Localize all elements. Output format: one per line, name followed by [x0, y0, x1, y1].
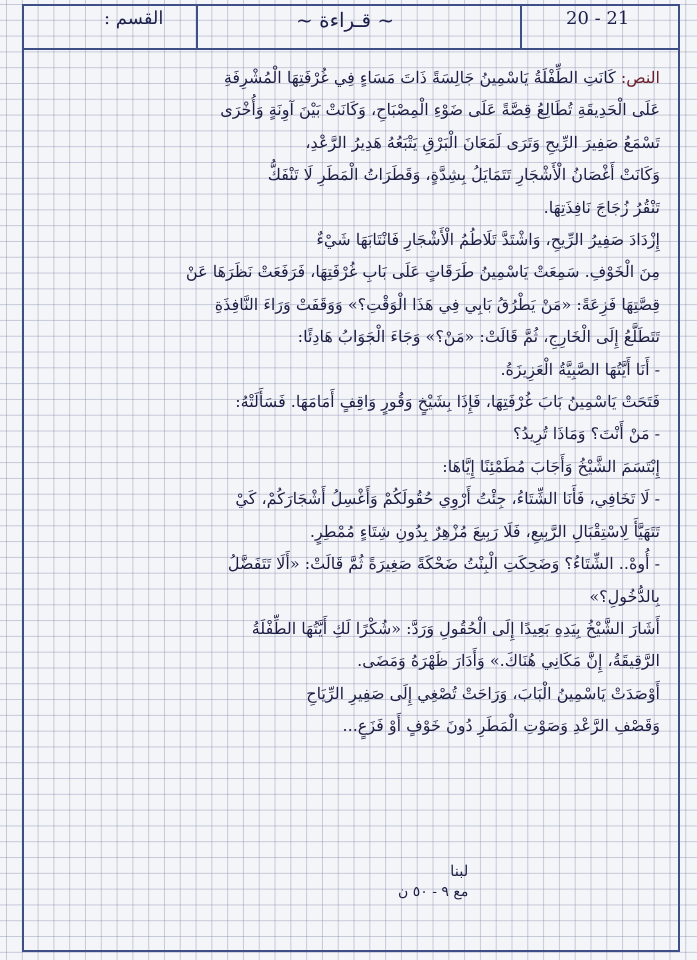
paragraph — [40, 224, 660, 386]
passage-text — [40, 62, 660, 743]
text-line: قِصَّتِهَا فَزِعَةً: «مَنْ يَطْرُقُ بَابِي فِي هَذَا الْوَقْتِ؟» وَوَقَفَتْ وَرَاءَ النَّافِذَةِ — [214, 294, 660, 314]
paragraph — [40, 678, 660, 743]
text-line: الرَّقِيقَةُ، إِنَّ مَكَانِي هُنَاكَ.» وَأَدَارَ ظَهْرَهُ وَمَضَى. — [357, 651, 660, 671]
text-line: - أُوهْ.. الشِّتَاءُ؟ وَضَحِكَتِ الْبِنْتُ ضَحْكَةً صَغِيرَةً ثُمَّ قَالَتْ: «أَلَا تَتَفَضَّلُ — [227, 554, 660, 574]
signature-note: مع ٩ - ٥٠ ن — [398, 884, 469, 900]
header-separator-left — [196, 4, 198, 50]
section-label: القسم : — [104, 8, 164, 29]
text-line: مِنَ الْخَوْفِ. سَمِعَتْ يَاسْمِينُ طَرَقَاتٍ عَلَى بَابِ غُرْفَتِهَا، فَرَفَعَتْ نَظَرَهَا عَنْ — [185, 262, 660, 282]
paragraph — [40, 62, 660, 224]
paragraph — [40, 386, 660, 451]
header-divider — [22, 48, 680, 50]
text-line: إِزْدَادَ صَفِيرُ الرِّيحِ، وَاشْتَدَّ تَلَاطُمُ الْأَشْجَارِ فَانْتَابَهَا شَيْءٌ — [316, 230, 660, 250]
passage-label: النص: — [620, 68, 660, 87]
signature-name: لبنا — [450, 862, 469, 880]
text-line: أَشَارَ الشَّيْخُ بِيَدِهِ بَعِيدًا إِلَى الْحُقُولِ وَرَدَّ: «شُكْرًا لَكِ أَيَّتُهَا الطِّفْلَةُ — [251, 618, 660, 638]
text-line: أَوْصَدَتْ يَاسْمِينُ الْبَابَ، وَرَاحَتْ تُصْغِي إِلَى صَفِيرِ الرِّيَاحِ — [306, 683, 660, 703]
text-line: تَتَهَيَّأَ لِاسْتِقْبَالِ الرَّبِيعِ، فَلَا رَبِيعَ مُزْهِرٌ بِدُونِ شِتَاءٍ مُمْطِرٍ. — [309, 521, 660, 541]
teacher-signature — [398, 862, 488, 908]
date: 20 - 21 — [566, 8, 630, 29]
page-title: ~ قـراءة ~ — [296, 8, 395, 32]
header-separator-right — [520, 4, 522, 50]
text-line: - مَنْ أَنْتَ؟ وَمَاذَا تُرِيدُ؟ — [513, 424, 660, 444]
text-line: إِبْتَسَمَ الشَّيْخُ وَأَجَابَ مُطَمْئِنًا إِيَّاهَا: — [442, 456, 660, 476]
text-line: النص: كَانَتِ الطِّفْلَةُ يَاسْمِينُ جَالِسَةً ذَاتَ مَسَاءٍ فِي غُرْفَتِهَا الْمُشْرِفَةِ — [223, 68, 660, 87]
text-line: وَقَصْفِ الرَّعْدِ وَصَوْتِ الْمَطَرِ دُونَ خَوْفٍ أَوْ فَزَعٍ... — [342, 716, 660, 736]
text-line: عَلَى الْحَدِيقَةِ تُطَالِعُ قِصَّةً عَلَى ضَوْءِ الْمِصْبَاحِ، وَكَانَتْ بَيْنَ آوِنَةٍ وَأُخْرَى — [220, 100, 660, 120]
text-line: وَكَانَتْ أَغْصَانُ الْأَشْجَارِ تَتَمَايَلُ بِشِدَّةٍ، وَقَطَرَاتُ الْمَطَرِ لَا تَنْفَكُّ — [267, 165, 660, 185]
paragraph — [40, 451, 660, 613]
text-line: تَنْقُرُ زُجَاجَ نَافِذَتِهَا. — [543, 197, 660, 217]
text-line: تَسْمَعُ صَفِيرَ الرِّيحِ وَتَرَى لَمَعَانَ الْبَرْقِ يَتْبَعُهُ هَدِيرُ الرَّعْدِ، — [305, 132, 660, 152]
text-line: تَتَطَلَّعُ إِلَى الْخَارِجِ، ثُمَّ قَالَتْ: «مَنْ؟» وَجَاءَ الْجَوَابُ هَادِئًا: — [297, 327, 660, 347]
text-line: - لَا تَخَافِي، فَأَنَا الشِّتَاءُ، جِئْتُ أَرْوِي حُقُولَكُمْ وَأَغْسِلُ أَشْجَارَكُمْ، كَيْ — [235, 489, 660, 509]
text-line: فَتَحَتْ يَاسْمِينُ بَابَ غُرْفَتِهَا، فَإِذَا بِشَيْخٍ وَقُورٍ وَاقِفٍ أَمَامَهَا. فَسَأَلَتْهُ: — [235, 392, 660, 412]
paragraph — [40, 613, 660, 678]
text-line: بِالدُّخُولِ؟» — [589, 586, 660, 606]
text-line: - أَنَا أَيَّتُهَا الصَّبِيَّةُ الْعَزِيزَةُ. — [500, 359, 660, 379]
